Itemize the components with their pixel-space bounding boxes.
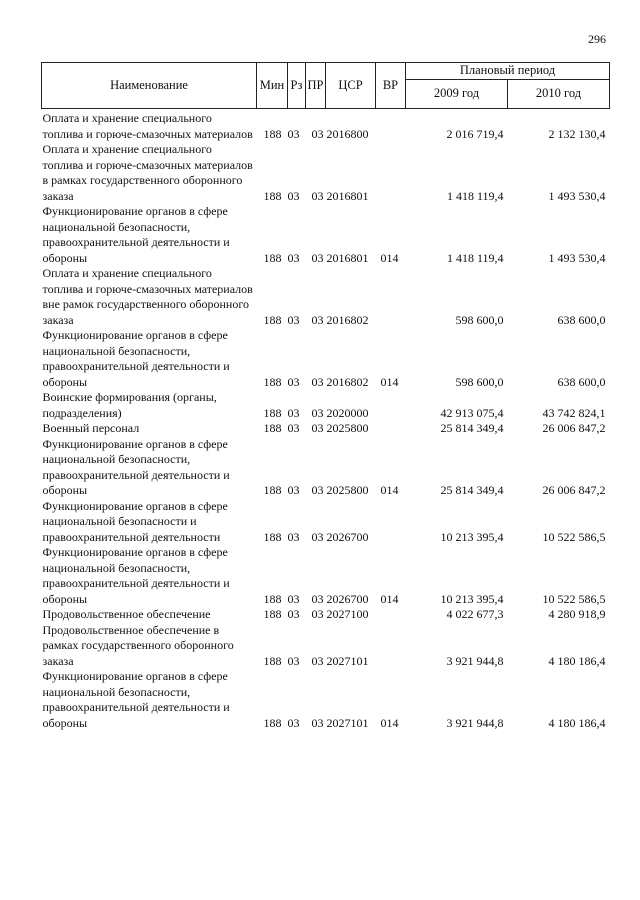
header-year-2009: 2009 год	[406, 80, 508, 109]
header-csr: ЦСР	[326, 63, 376, 109]
row-csr: 2025800	[326, 483, 369, 497]
row-min: 188	[263, 607, 282, 621]
row-pr: 03	[311, 405, 324, 420]
row-csr: 2027101	[326, 653, 369, 668]
row-value-2010: 10 522 586,5	[542, 529, 606, 544]
row-vr: 014	[380, 374, 399, 389]
row-min: 188	[263, 188, 282, 203]
row-value-2010: 638 600,0	[557, 374, 606, 389]
row-value-2010: 26 006 847,2	[542, 421, 606, 435]
row-name: Продовольственное обеспечение	[42, 607, 211, 621]
row-vr	[376, 623, 406, 670]
row-value-2010: 43 742 824,1	[542, 405, 606, 420]
header-planning-period: Плановый период	[406, 63, 610, 80]
row-value-2009: 10 213 395,4	[440, 591, 504, 606]
header-rz: Рз	[288, 63, 306, 109]
row-rz: 03	[287, 529, 300, 544]
row-pr: 03	[311, 591, 324, 606]
row-value-2010: 1 493 530,4	[548, 250, 606, 265]
row-csr: 2016800	[326, 126, 369, 141]
budget-table	[41, 62, 610, 731]
row-vr	[376, 142, 406, 204]
row-value-2009: 1 418 119,4	[446, 188, 504, 203]
row-min: 188	[263, 591, 282, 606]
row-pr: 03	[311, 483, 324, 497]
table-row	[42, 437, 610, 499]
row-pr: 03	[311, 374, 324, 389]
table-row	[42, 669, 610, 731]
row-pr: 03	[311, 421, 324, 435]
row-min: 188	[263, 715, 282, 730]
row-min: 188	[263, 250, 282, 265]
row-value-2009: 1 418 119,4	[446, 250, 504, 265]
row-min: 188	[263, 421, 282, 435]
row-rz: 03	[287, 312, 300, 327]
row-value-2009: 598 600,0	[455, 312, 504, 327]
table-row	[42, 204, 610, 266]
row-pr: 03	[311, 607, 324, 621]
row-value-2009: 4 022 677,3	[446, 607, 504, 621]
row-value-2009: 2 016 719,4	[446, 126, 504, 141]
row-vr: 014	[380, 591, 399, 606]
row-pr: 03	[311, 312, 324, 327]
row-rz: 03	[287, 126, 300, 141]
row-name: Оплата и хранение специального топлива и горюче-смазочных материалов	[42, 111, 253, 141]
row-value-2009: 598 600,0	[455, 374, 504, 389]
row-vr: 014	[380, 483, 399, 497]
row-name: Продовольственное обеспечение в рамках государственного оборонного заказа	[42, 622, 234, 668]
row-min: 188	[263, 653, 282, 668]
row-pr: 03	[311, 250, 324, 265]
row-rz: 03	[287, 374, 300, 389]
table-row	[42, 390, 610, 421]
row-name: Функционирование органов в сфере национальной безопасности и правоохранительной деятельности	[42, 498, 228, 544]
row-vr	[376, 390, 406, 421]
row-pr: 03	[311, 653, 324, 668]
row-vr: 014	[380, 715, 399, 730]
row-name: Функционирование органов в сфере национальной безопасности, правоохранительной деятельности и обороны	[42, 436, 230, 497]
row-name: Функционирование органов в сфере национальной безопасности, правоохранительной деятельности и обороны	[42, 545, 230, 606]
row-value-2010: 1 493 530,4	[548, 188, 606, 203]
table-row	[42, 142, 610, 204]
row-csr: 2016801	[326, 188, 369, 203]
row-pr: 03	[311, 715, 324, 730]
row-name: Функционирование органов в сфере национальной безопасности, правоохранительной деятельности и обороны	[42, 204, 230, 265]
table-row	[42, 328, 610, 390]
row-value-2009: 10 213 395,4	[440, 529, 504, 544]
header-vr: ВР	[376, 63, 406, 109]
row-csr: 2025800	[326, 421, 369, 435]
header-min: Мин	[257, 63, 288, 109]
row-rz: 03	[287, 421, 300, 435]
table-row	[42, 607, 610, 623]
row-min: 188	[263, 374, 282, 389]
row-rz: 03	[287, 188, 300, 203]
row-value-2010: 26 006 847,2	[542, 483, 606, 497]
table-row	[42, 109, 610, 143]
row-csr: 2016802	[326, 312, 369, 327]
row-rz: 03	[287, 250, 300, 265]
row-rz: 03	[287, 591, 300, 606]
row-pr: 03	[311, 529, 324, 544]
table-row	[42, 266, 610, 328]
row-name: Воинские формирования (органы, подразделения)	[42, 390, 217, 420]
table-row	[42, 499, 610, 546]
table-row	[42, 545, 610, 607]
row-rz: 03	[287, 607, 300, 621]
row-value-2009: 25 814 349,4	[440, 421, 504, 435]
header-year-2010: 2010 год	[508, 80, 610, 109]
row-value-2009: 25 814 349,4	[440, 483, 504, 497]
row-name: Функционирование органов в сфере национальной безопасности, правоохранительной деятельности и обороны	[42, 669, 230, 730]
row-value-2009: 3 921 944,8	[446, 715, 504, 730]
row-rz: 03	[287, 405, 300, 420]
row-value-2009: 42 913 075,4	[440, 405, 504, 420]
row-min: 188	[263, 529, 282, 544]
row-name: Военный персонал	[42, 421, 140, 435]
row-value-2010: 4 280 918,9	[548, 607, 606, 621]
row-name: Функционирование органов в сфере национальной безопасности, правоохранительной деятельности и обороны	[42, 328, 230, 389]
row-min: 188	[263, 483, 282, 497]
row-csr: 2020000	[326, 405, 369, 420]
row-rz: 03	[287, 653, 300, 668]
header-pr: ПР	[306, 63, 326, 109]
row-min: 188	[263, 312, 282, 327]
row-value-2010: 4 180 186,4	[548, 653, 606, 668]
row-vr	[376, 607, 406, 623]
row-rz: 03	[287, 483, 300, 497]
row-vr	[376, 109, 406, 143]
row-min: 188	[263, 405, 282, 420]
row-rz: 03	[287, 715, 300, 730]
row-pr: 03	[311, 126, 324, 141]
row-value-2009: 3 921 944,8	[446, 653, 504, 668]
row-csr: 2027100	[326, 607, 369, 621]
row-vr	[376, 421, 406, 437]
row-vr	[376, 266, 406, 328]
table-body	[42, 109, 610, 732]
row-csr: 2027101	[326, 715, 369, 730]
row-value-2010: 4 180 186,4	[548, 715, 606, 730]
page-number: 296	[588, 32, 606, 46]
table-header	[42, 63, 610, 109]
row-min: 188	[263, 126, 282, 141]
table-row	[42, 623, 610, 670]
row-vr: 014	[380, 250, 399, 265]
row-value-2010: 10 522 586,5	[542, 591, 606, 606]
row-vr	[376, 499, 406, 546]
row-name: Оплата и хранение специального топлива и горюче-смазочных материалов вне рамок государственного оборонного заказа	[42, 266, 253, 327]
row-csr: 2026700	[326, 591, 369, 606]
header-name: Наименование	[42, 63, 257, 109]
table-row	[42, 421, 610, 437]
row-value-2010: 2 132 130,4	[548, 126, 606, 141]
row-name: Оплата и хранение специального топлива и горюче-смазочных материалов в рамках государственного оборонного заказа	[42, 142, 253, 203]
row-csr: 2026700	[326, 529, 369, 544]
row-csr: 2016801	[326, 250, 369, 265]
row-pr: 03	[311, 188, 324, 203]
row-csr: 2016802	[326, 374, 369, 389]
row-value-2010: 638 600,0	[557, 312, 606, 327]
